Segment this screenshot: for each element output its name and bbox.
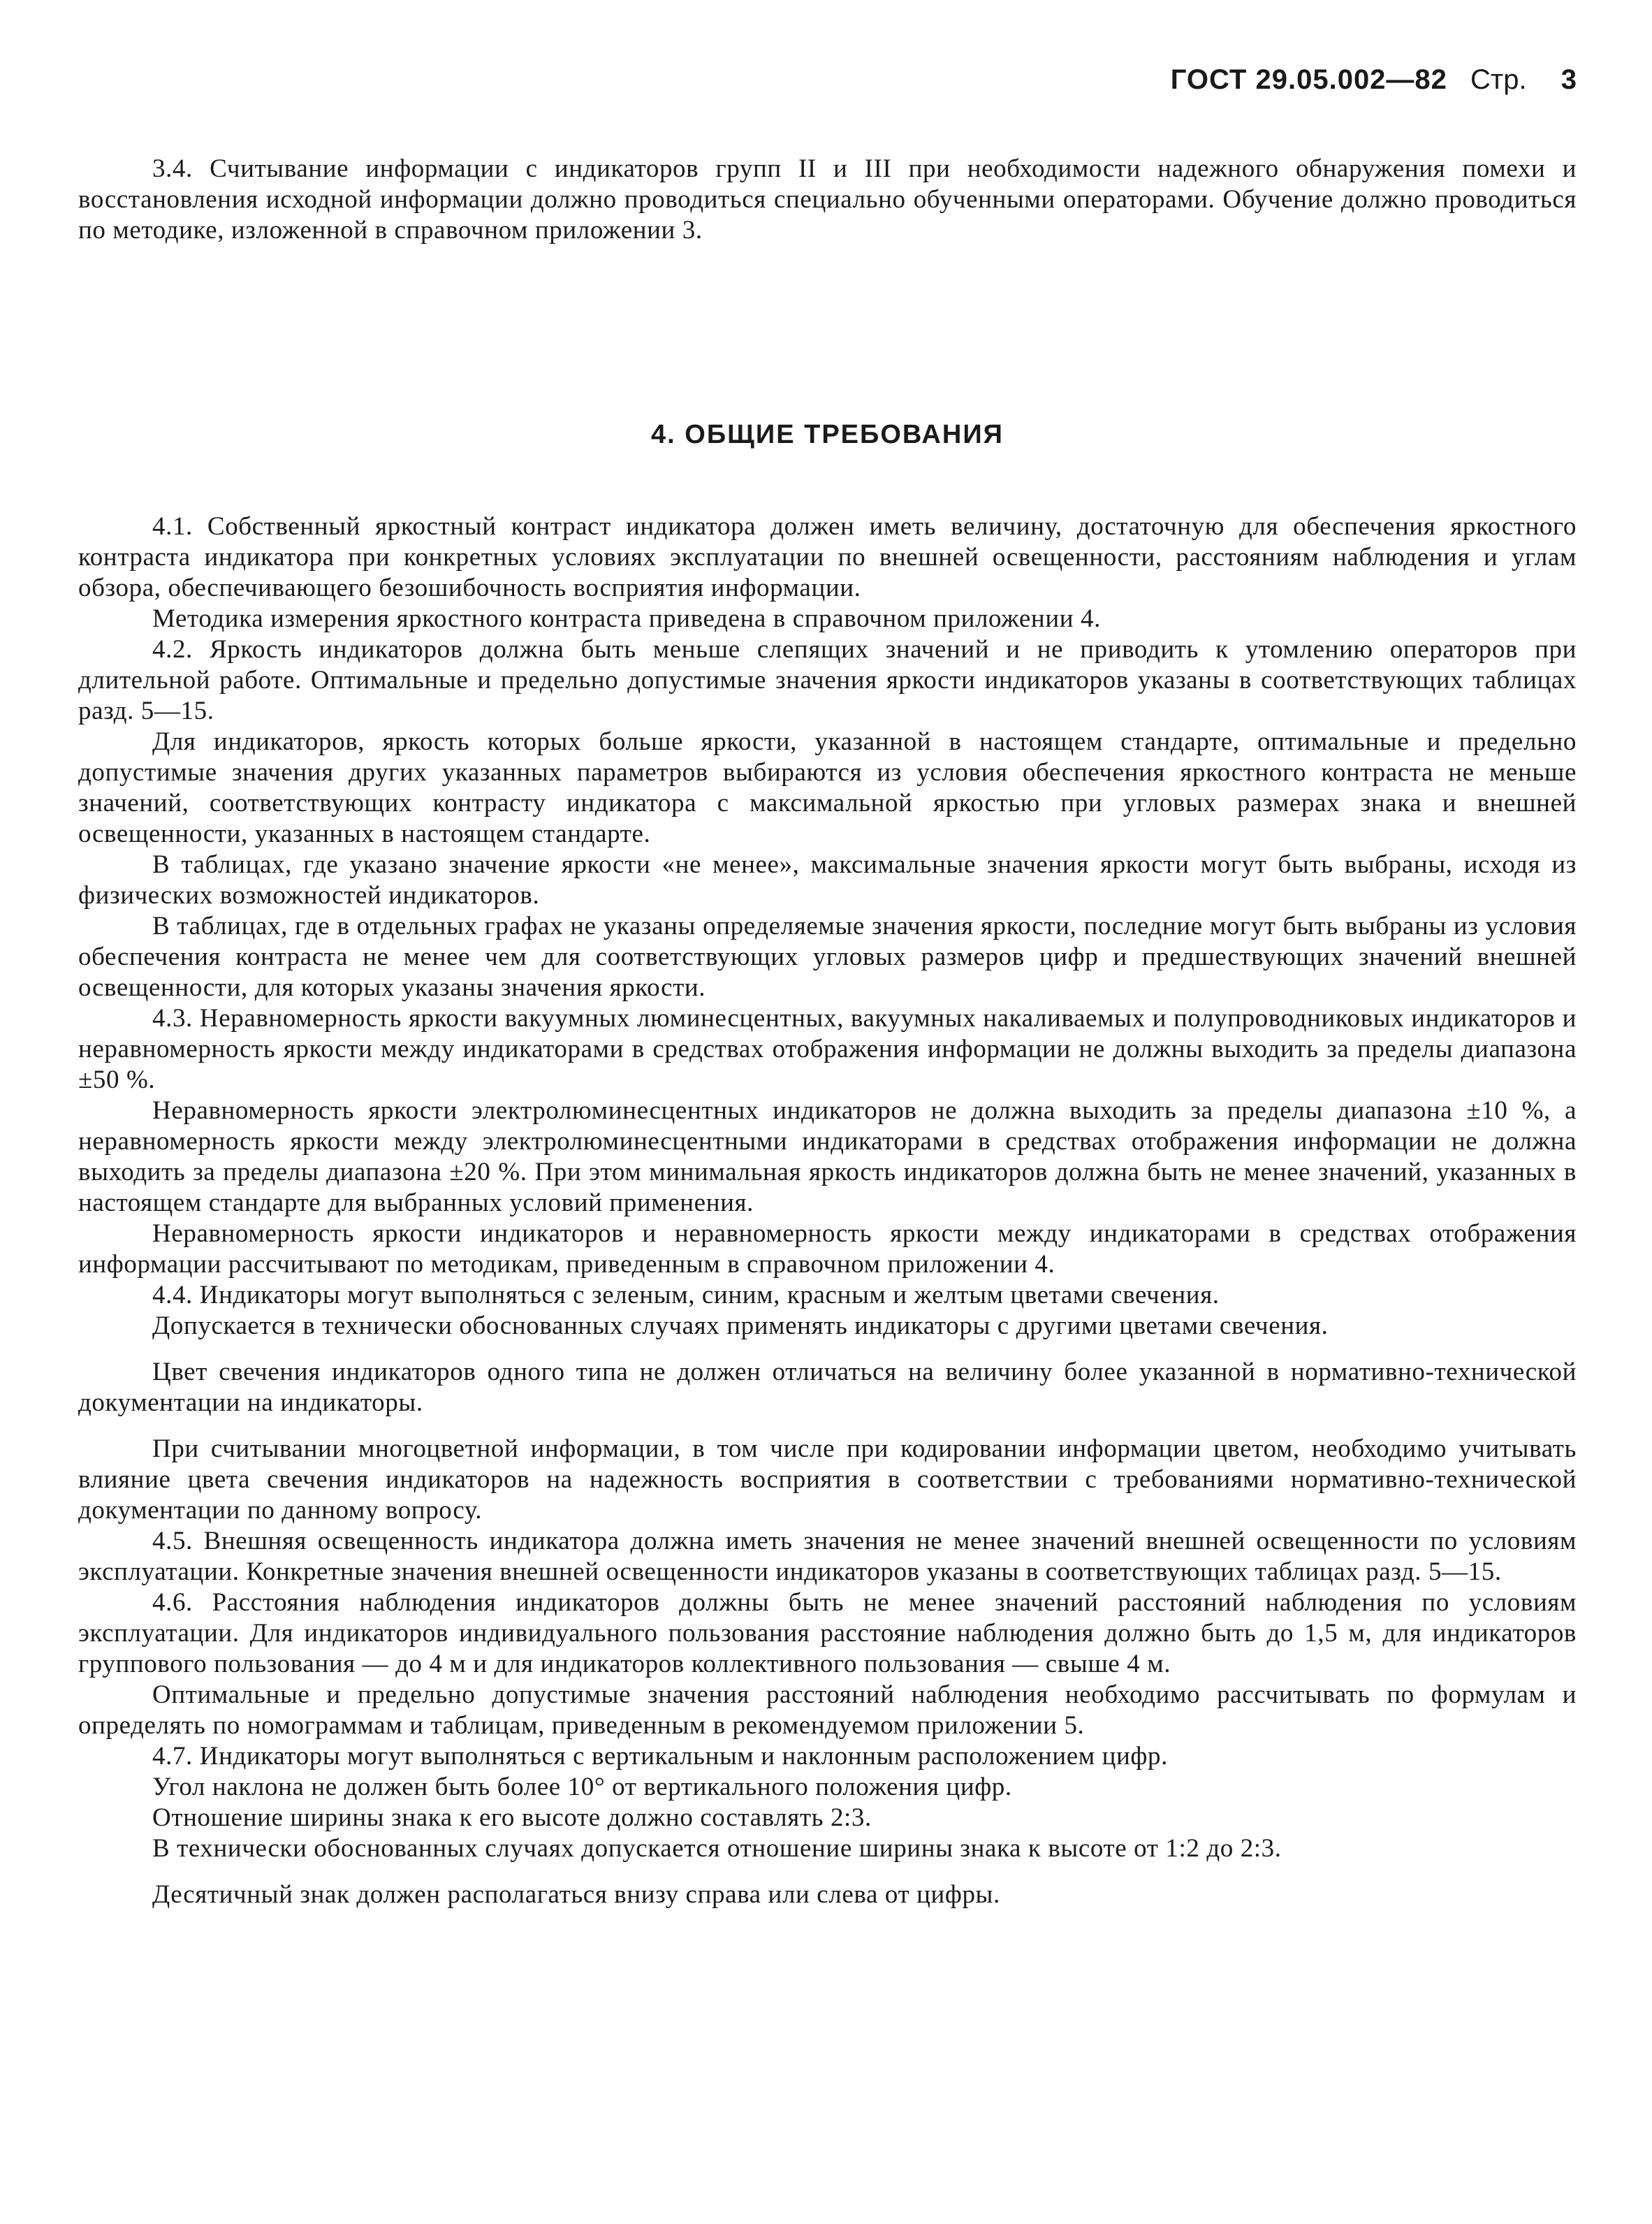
paragraph: В таблицах, где указано значение яркости «не менее», максимальные значения яркости могут быть выбраны, исходя из физических возможностей индикаторов.	[78, 850, 1577, 910]
document-code: ГОСТ 29.05.002—82	[1170, 64, 1447, 95]
paragraph: В технически обоснованных случаях допускается отношение ширины знака к высоте от 1:2 до 2:3.	[152, 1834, 1282, 1863]
paragraph: Цвет свечения индикаторов одного типа не должен отличаться на величину более указанной в нормативно-технической документации на индикаторы.	[78, 1358, 1577, 1417]
page-number: 3	[1560, 64, 1577, 95]
paragraph: 4.4. Индикаторы могут выполняться с зеленым, синим, красным и желтым цветами свечения.	[152, 1281, 1220, 1309]
paragraph: Допускается в технически обоснованных случаях применять индикаторы с другими цветами свечения.	[152, 1311, 1329, 1340]
page-label: Стр.	[1470, 64, 1527, 95]
paragraph: 4.2. Яркость индикаторов должна быть меньше слепящих значений и не приводить к утомлению операторов при длительной работе. Оптимальные и предельно допустимые значения яркости индикаторов указаны в соответствующих таблицах разд. 5—15.	[78, 635, 1577, 725]
paragraph: Угол наклона не должен быть более 10° от вертикального положения цифр.	[152, 1773, 1012, 1801]
paragraph: Для индикаторов, яркость которых больше яркости, указанной в настоящем стандарте, оптимальные и предельно допустимые значения других указанных параметров выбираются из условия обеспечения яркостного контраста не меньше значений, соответствующих контрасту индикатора с максимальной яркостью при угловых размерах знака и внешней освещенности, указанных в настоящем стандарте.	[78, 727, 1577, 848]
page-body	[78, 154, 1577, 1910]
paragraph: 4.3. Неравномерность яркости вакуумных люминесцентных, вакуумных накаливаемых и полупроводниковых индикаторов и неравномерность яркости между индикаторами в средствах отображения информации не должны выходить за пределы диапазона ±50 %.	[78, 1004, 1577, 1094]
paragraph: В таблицах, где в отдельных графах не указаны определяемые значения яркости, последние могут быть выбраны из условия обеспечения контраста не менее чем для соответствующих угловых размеров цифр и предшествующих значений внешней освещенности, для которых указаны значения яркости.	[78, 912, 1577, 1002]
paragraph: Методика измерения яркостного контраста приведена в справочном приложении 4.	[152, 604, 1101, 633]
paragraph: 4.1. Собственный яркостный контраст индикатора должен иметь величину, достаточную для обеспечения яркостного контраста индикатора при конкретных условиях эксплуатации по внешней освещенности, расстояниям наблюдения и углам обзора, обеспечивающего безошибочность восприятия информации.	[78, 512, 1577, 602]
paragraph: При считывании многоцветной информации, в том числе при кодировании информации цветом, необходимо учитывать влияние цвета свечения индикаторов на надежность восприятия в соответствии с требованиями нормативно-технической документации по данному вопросу.	[78, 1434, 1577, 1525]
paragraph: Десятичный знак должен располагаться внизу справа или слева от цифры.	[152, 1880, 1000, 1909]
section-heading: 4. ОБЩИЕ ТРЕБОВАНИЯ	[651, 420, 1004, 449]
running-header	[1171, 64, 1577, 96]
paragraph: 4.6. Расстояния наблюдения индикаторов должны быть не менее значений расстояний наблюдения по условиям эксплуатации. Для индикаторов индивидуального пользования расстояние наблюдения должно быть до 1,5 м, для индикаторов группового пользования — до 4 м и для индикаторов коллективного пользования — свыше 4 м.	[78, 1588, 1577, 1678]
paragraph: Неравномерность яркости индикаторов и неравномерность яркости между индикаторами в средствах отображения информации рассчитывают по методикам, приведенным в справочном приложении 4.	[78, 1219, 1577, 1279]
paragraph: 4.5. Внешняя освещенность индикатора должна иметь значения не менее значений внешней освещенности по условиям эксплуатации. Конкретные значения внешней освещенности индикаторов указаны в соответствующих таблицах разд. 5—15.	[78, 1527, 1577, 1586]
paragraph: Отношение ширины знака к его высоте должно составлять 2:3.	[152, 1803, 872, 1832]
paragraph: Неравномерность яркости электролюминесцентных индикаторов не должна выходить за пределы диапазона ±10 %, а неравномерность яркости между электролюминесцентными индикаторами в средствах отображения информации не должна выходить за пределы диапазона ±20 %. При этом минимальная яркость индикаторов должна быть не менее значений, указанных в настоящем стандарте для выбранных условий применения.	[78, 1096, 1577, 1217]
paragraph: Оптимальные и предельно допустимые значения расстояний наблюдения необходимо рассчитывать по формулам и определять по номограммам и таблицам, приведенным в рекомендуемом приложении 5.	[78, 1680, 1577, 1740]
paragraph: 4.7. Индикаторы могут выполняться с вертикальным и наклонным расположением цифр.	[152, 1742, 1168, 1771]
paragraph-3-4: 3.4. Считывание информации с индикаторов групп II и III при необходимости надежного обнаружения помехи и восстановления исходной информации должно проводиться специально обученными операторами. Обучение должно проводиться по методике, изложенной в справочном приложении 3.	[78, 154, 1577, 245]
